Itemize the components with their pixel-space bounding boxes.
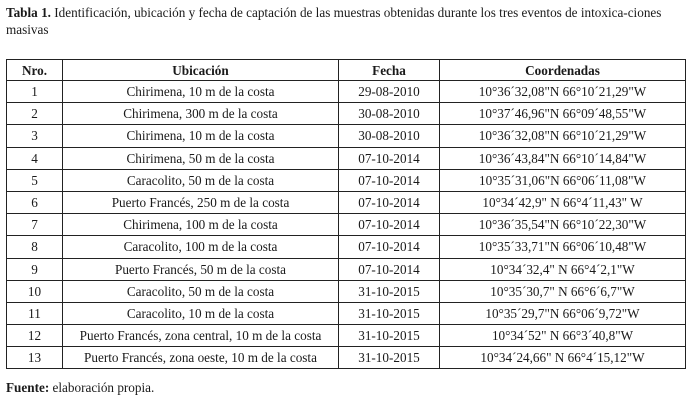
- cell-nro: 9: [7, 258, 63, 280]
- cell-ubicacion: Chirimena, 10 m de la costa: [63, 125, 339, 147]
- table-row: [7, 214, 686, 236]
- cell-fecha: 29-08-2010: [339, 81, 440, 103]
- cell-nro: 7: [7, 214, 63, 236]
- cell-coordenadas: 10°34´42,9" N 66°4´11,43" W: [440, 191, 686, 213]
- cell-ubicacion: Caracolito, 50 m de la costa: [63, 169, 339, 191]
- cell-nro: 12: [7, 325, 63, 347]
- cell-ubicacion: Chirimena, 10 m de la costa: [63, 81, 339, 103]
- cell-coordenadas: 10°36´43,84"N 66°10´14,84"W: [440, 147, 686, 169]
- table-caption: [6, 4, 686, 38]
- header-coordenadas: Coordenadas: [440, 60, 686, 81]
- table-row: [7, 280, 686, 302]
- cell-ubicacion: Puerto Francés, 50 m de la costa: [63, 258, 339, 280]
- cell-fecha: 07-10-2014: [339, 191, 440, 213]
- table-row: [7, 125, 686, 147]
- cell-coordenadas: 10°35´30,7" N 66°6´6,7"W: [440, 280, 686, 302]
- cell-coordenadas: 10°36´32,08"N 66°10´21,29"W: [440, 125, 686, 147]
- cell-fecha: 31-10-2015: [339, 280, 440, 302]
- cell-nro: 11: [7, 302, 63, 324]
- cell-coordenadas: 10°35´29,7"N 66°06´9,72"W: [440, 302, 686, 324]
- table-row: [7, 258, 686, 280]
- cell-nro: 10: [7, 280, 63, 302]
- cell-fecha: 07-10-2014: [339, 169, 440, 191]
- source-text: elaboración propia.: [49, 380, 155, 395]
- cell-coordenadas: 10°36´35,54"N 66°10´22,30"W: [440, 214, 686, 236]
- cell-coordenadas: 10°34´32,4" N 66°4´2,1"W: [440, 258, 686, 280]
- cell-ubicacion: Puerto Francés, zona oeste, 10 m de la costa: [63, 347, 339, 369]
- cell-fecha: 31-10-2015: [339, 325, 440, 347]
- cell-ubicacion: Caracolito, 100 m de la costa: [63, 236, 339, 258]
- table-row: [7, 81, 686, 103]
- cell-nro: 3: [7, 125, 63, 147]
- cell-coordenadas: 10°35´33,71"N 66°06´10,48"W: [440, 236, 686, 258]
- table-row: [7, 236, 686, 258]
- cell-nro: 8: [7, 236, 63, 258]
- samples-table: [6, 59, 686, 369]
- header-fecha: Fecha: [339, 60, 440, 81]
- cell-nro: 6: [7, 191, 63, 213]
- cell-nro: 13: [7, 347, 63, 369]
- cell-coordenadas: 10°34´24,66" N 66°4´15,12"W: [440, 347, 686, 369]
- cell-fecha: 07-10-2014: [339, 214, 440, 236]
- cell-ubicacion: Caracolito, 10 m de la costa: [63, 302, 339, 324]
- table-row: [7, 325, 686, 347]
- table-header-row: [7, 60, 686, 81]
- cell-ubicacion: Chirimena, 300 m de la costa: [63, 103, 339, 125]
- cell-ubicacion: Puerto Francés, 250 m de la costa: [63, 191, 339, 213]
- samples-table-container: [6, 59, 685, 369]
- cell-coordenadas: 10°35´31,06"N 66°06´11,08"W: [440, 169, 686, 191]
- cell-fecha: 30-08-2010: [339, 125, 440, 147]
- cell-coordenadas: 10°36´32,08"N 66°10´21,29"W: [440, 81, 686, 103]
- table-row: [7, 191, 686, 213]
- header-ubicacion: Ubicación: [63, 60, 339, 81]
- table-row: [7, 347, 686, 369]
- table-row: [7, 302, 686, 324]
- cell-coordenadas: 10°34´52" N 66°3´40,8"W: [440, 325, 686, 347]
- cell-fecha: 31-10-2015: [339, 347, 440, 369]
- cell-fecha: 30-08-2010: [339, 103, 440, 125]
- cell-coordenadas: 10°37´46,96"N 66°09´48,55"W: [440, 103, 686, 125]
- source-note: [6, 380, 154, 396]
- cell-fecha: 07-10-2014: [339, 236, 440, 258]
- caption-text: Identificación, ubicación y fecha de captación de las muestras obtenidas durante los tres eventos de intoxica-ciones masivas: [6, 5, 662, 37]
- cell-fecha: 07-10-2014: [339, 147, 440, 169]
- table-row: [7, 103, 686, 125]
- cell-nro: 1: [7, 81, 63, 103]
- cell-ubicacion: Chirimena, 50 m de la costa: [63, 147, 339, 169]
- table-row: [7, 147, 686, 169]
- cell-fecha: 07-10-2014: [339, 258, 440, 280]
- header-nro: Nro.: [7, 60, 63, 81]
- cell-nro: 2: [7, 103, 63, 125]
- cell-fecha: 31-10-2015: [339, 302, 440, 324]
- cell-nro: 5: [7, 169, 63, 191]
- cell-ubicacion: Caracolito, 50 m de la costa: [63, 280, 339, 302]
- cell-nro: 4: [7, 147, 63, 169]
- caption-label: Tabla 1.: [6, 5, 51, 20]
- cell-ubicacion: Chirimena, 100 m de la costa: [63, 214, 339, 236]
- source-label: Fuente:: [6, 380, 50, 395]
- table-body: [7, 81, 686, 369]
- table-row: [7, 169, 686, 191]
- cell-ubicacion: Puerto Francés, zona central, 10 m de la costa: [63, 325, 339, 347]
